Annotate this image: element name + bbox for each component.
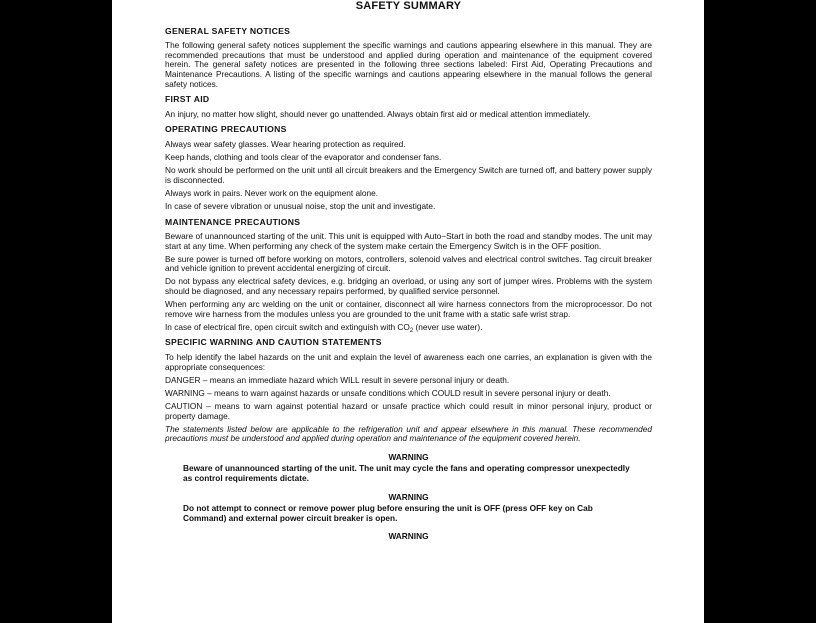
specific-statements-heading: SPECIFIC WARNING AND CAUTION STATEMENTS [165, 337, 382, 348]
general-safety-heading: GENERAL SAFETY NOTICES [165, 25, 291, 36]
document-page [112, 0, 704, 623]
warning-definition: WARNING – means to warn against hazards or unsafe conditions which COULD result in severe personal injury or death. [165, 387, 611, 398]
warning-block [165, 453, 652, 484]
warning-text: Beware of unannounced starting of the unit. The unit may cycle the fans and operating compressor unexpectedly as control requirements dictate. [183, 463, 630, 483]
operating-item: Always work in pairs. Never work on the equipment alone. [165, 187, 379, 198]
maintenance-item: Do not bypass any electrical safety devices, e.g. bridging an overload, or using any sort of jumper wires. Problems with the system should be diagnosed, and any necessary repairs performed, by qualified service personnel. [165, 276, 652, 297]
first-aid-section [165, 95, 652, 119]
specific-intro: To help identify the label hazards on the unit and explain the level of awareness each one carries, an explanation is given with the appropriate consequences: [165, 352, 652, 372]
warning-text: Do not attempt to connect or remove power plug before ensuring the unit is OFF (press OFF key on Cab Command) and external power circuit breaker is open. [183, 503, 593, 523]
fire-text-subscript: 2 [409, 327, 414, 334]
fire-text-post: (never use water). [413, 321, 483, 332]
maintenance-item: Be sure power is turned off before working on motors, controllers, solenoid valves and electrical control switches. Tag circuit breaker and vehicle ignition to prevent accidental energizing of circuit. [165, 253, 652, 274]
operating-precautions-section [165, 125, 652, 211]
operating-item: In case of severe vibration or unusual noise, stop the unit and investigate. [165, 200, 436, 211]
maintenance-item: Beware of unannounced starting of the unit. This unit is equipped with Auto−Start in both the road and standby modes. The unit may start at any time. When performing any check of the system make certain the Emergency Switch is in the OFF position. [165, 231, 652, 251]
warning-block [165, 493, 652, 524]
caution-definition: CAUTION – means to warn against potential hazard or unsafe practice which could result in minor personal injury, product or property damage. [165, 400, 652, 421]
specific-statements-section [165, 338, 652, 443]
warning-label: WARNING [388, 531, 429, 542]
warning-block [165, 532, 652, 542]
operating-item: Keep hands, clothing and tools clear of the evaporator and condenser fans. [165, 152, 442, 163]
first-aid-text: An injury, no matter how slight, should never go unattended. Always obtain first aid or medical attention immediately. [165, 108, 591, 119]
fire-text-pre: In case of electrical fire, open circuit switch and extinguish with CO [165, 321, 410, 332]
operating-item: No work should be performed on the unit until all circuit breakers and the Emergency Switch are turned off, and battery power supply is disconnected. [165, 165, 652, 185]
maintenance-item: When performing any arc welding on the unit or container, disconnect all wire harness connectors from the microprocessor. Do not remove wire harness from the modules unless you are grounded to the unit frame with a static safe wrist strap. [165, 299, 652, 319]
maintenance-precautions-heading: MAINTENANCE PRECAUTIONS [165, 216, 301, 227]
page-title: SAFETY SUMMARY [355, 0, 462, 12]
general-safety-section [165, 27, 652, 90]
page-content [165, 0, 652, 544]
specific-note: The statements listed below are applicable to the refrigeration unit and appear elsewhere in this manual. These recommended precautions must be understood and applied during operation and maintenance of the equipment covered herein. [165, 423, 652, 444]
operating-precautions-heading: OPERATING PRECAUTIONS [165, 124, 287, 135]
danger-definition: DANGER – means an immediate hazard which WILL result in severe personal injury or death. [165, 374, 510, 385]
warning-label: WARNING [388, 491, 429, 502]
maintenance-precautions-section [165, 218, 652, 333]
general-safety-text: The following general safety notices supplement the specific warnings and cautions appearing elsewhere in this manual. They are recommended precautions that must be understood and applied during operation and maintenance of the equipment covered herein. The general safety notices are presented in the following three sections labeled: First Aid, Operating Precautions and Maintenance Precautions. A listing of the specific warnings and cautions appearing elsewhere in the manual follows the general safety notices. [165, 40, 652, 89]
first-aid-heading: FIRST AID [165, 94, 210, 105]
operating-item: Always wear safety glasses. Wear hearing protection as required. [165, 138, 406, 149]
warning-label: WARNING [388, 451, 429, 462]
maintenance-fire-item [165, 323, 652, 333]
